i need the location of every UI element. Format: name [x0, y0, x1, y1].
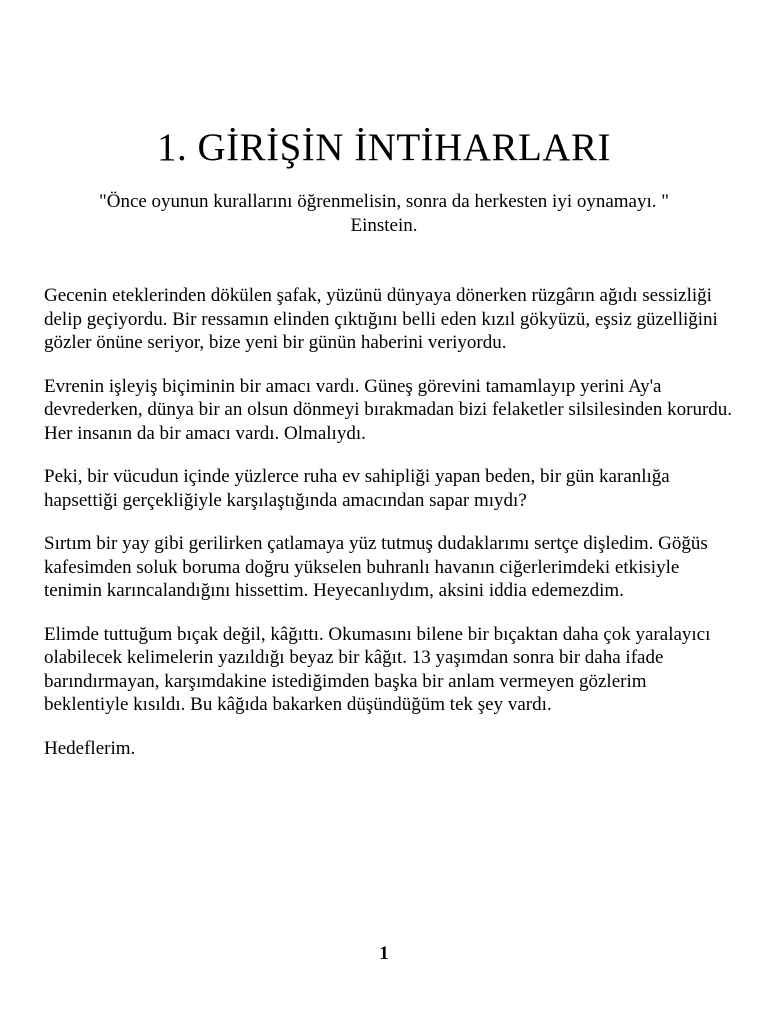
paragraph: Evrenin işleyiş biçiminin bir amacı vardı. Güneş görevini tamamlayıp yerini Ay'a devrederken, dünya bir an olsun dönmeyi bırakmadan bizi felaketler silsilesinden korurdu. Her insanın da bir amacı vardı. Olmalıydı.: [44, 375, 733, 444]
paragraph: Peki, bir vücudun içinde yüzlerce ruha ev sahipliği yapan beden, bir gün karanlığa hapsettiği gerçekliğiyle karşılaştığında amacından sapar mıydı?: [44, 466, 670, 511]
paragraph: Elimde tuttuğum bıçak değil, kâğıttı. Okumasını bilene bir bıçaktan daha çok yaralayıcı olabilecek kelimelerin yazıldığı beyaz bir kâğıt. 13 yaşımdan sonra bir daha ifade barındırmayan, karşımdakine istediğimden başka bir anlam vermeyen gözlerim beklentiyle kısıldı. Bu kâğıda bakarken düşündüğüm tek şey vardı.: [44, 623, 711, 715]
paragraph: Hedeflerim.: [44, 737, 136, 759]
paragraph: Sırtım bir yay gibi gerilirken çatlamaya yüz tutmuş dudaklarımı sertçe dişledim. Göğüs kafesimden soluk boruma doğru yükselen buhranlı havanın ciğerlerimdeki etkisiyle tenimin karıncalandığını hissettim. Heyecanlıydım, aksini iddia edemezdim.: [44, 533, 708, 601]
body-text: [44, 284, 734, 780]
chapter-title: 1. GİRİŞİN İNTİHARLARI: [156, 126, 612, 169]
paragraph: Gecenin eteklerinden dökülen şafak, yüzünü dünyaya dönerken rüzgârın ağıdı sessizliği delip geçiyordu. Bir ressamın elinden çıktığını belli eden kızıl gökyüzü, eşsiz güzelliğini gözler önüne seriyor, bize yeni bir günün haberini veriyordu.: [44, 285, 718, 353]
page-number: 1: [379, 943, 389, 964]
epigraph-quote: "Önce oyunun kurallarını öğrenmelisin, sonra da herkesten iyi oynamayı. " Einstein.: [98, 191, 670, 236]
